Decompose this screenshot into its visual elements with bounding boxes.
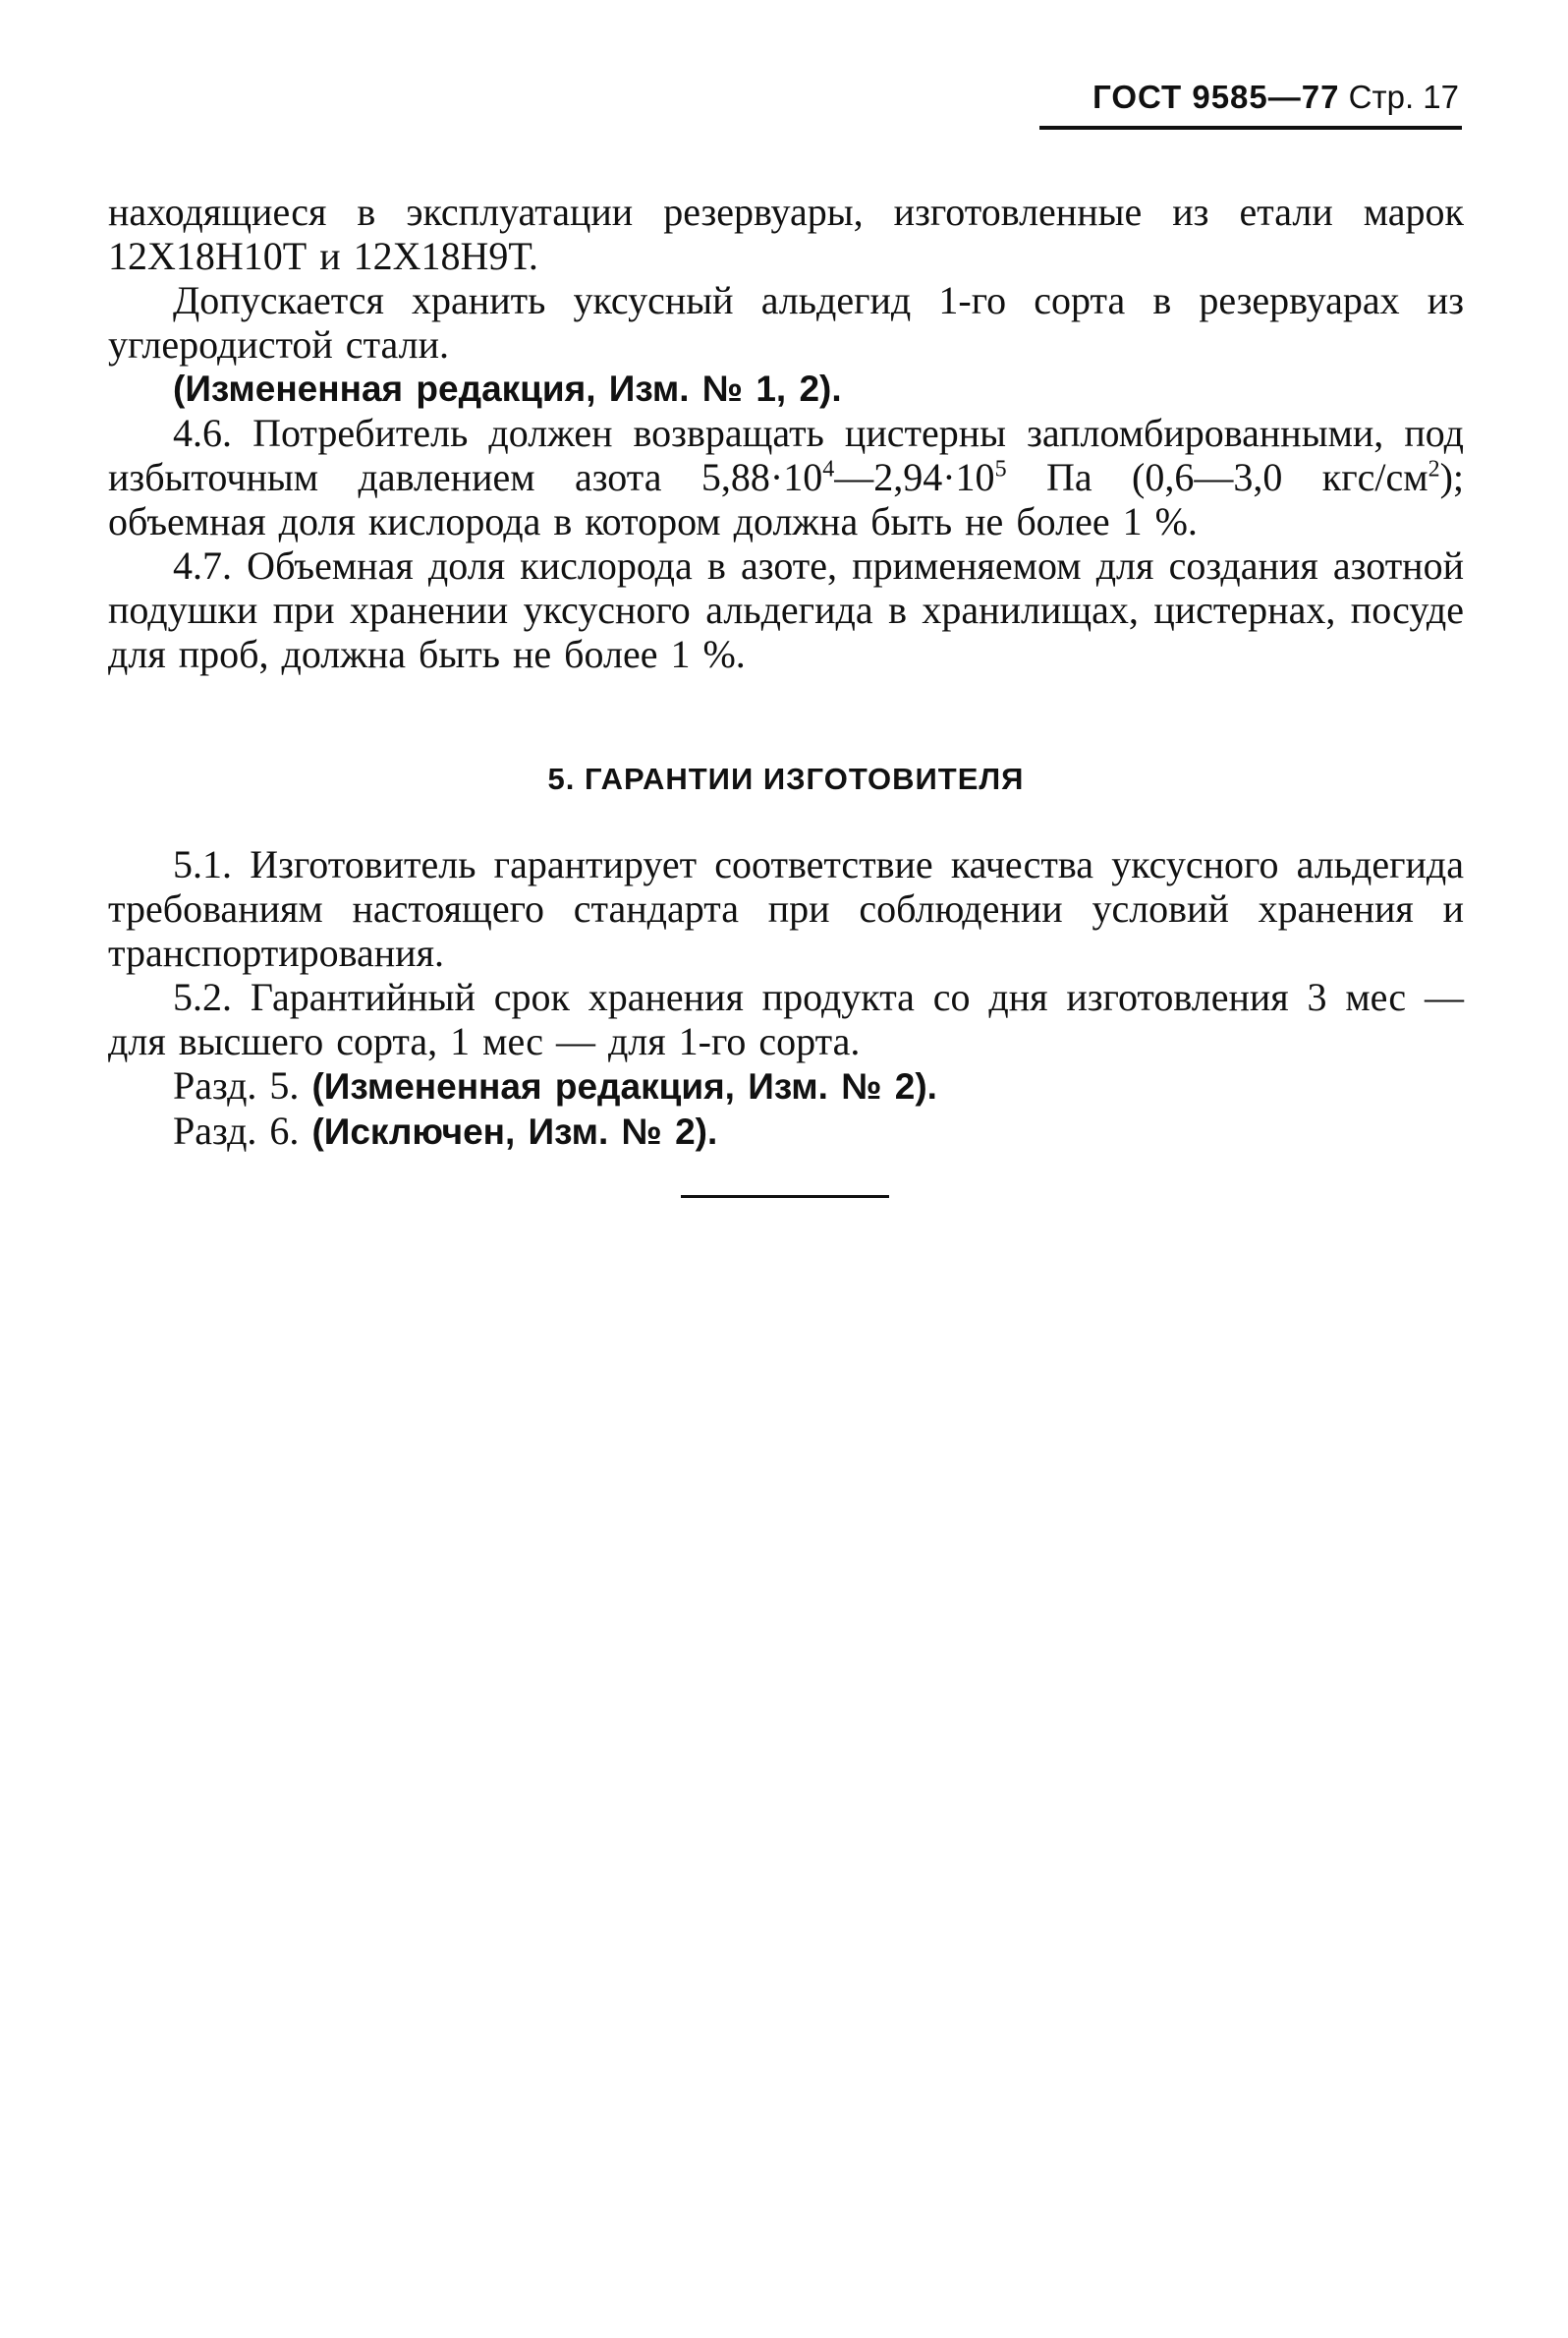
paragraph-5-2: 5.2. Гарантийный срок хранения продукта со дня изготовления 3 мес — для высшего сорта, 1 мес — для 1-го сорта. [108, 975, 1464, 1063]
header-divider [1039, 126, 1462, 130]
section-5-text [108, 842, 1464, 1154]
paragraph-5-1: 5.1. Изготовитель гарантирует соответствие качества уксусного альдегида требованиям настоящего стандарта при соблюдении условий хранения и транспортирования. [108, 842, 1464, 975]
end-divider [681, 1195, 889, 1198]
paragraph-tanks: находящиеся в эксплуатации резервуары, изготовленные из етали марок 12Х18Н10Т и 12Х18Н9Т. [108, 190, 1464, 278]
section-5-title: 5. ГАРАНТИИ ИЗГОТОВИТЕЛЯ [547, 762, 1025, 796]
page-header [1036, 79, 1459, 116]
paragraph-carbon-steel: Допускается хранить уксусный альдегид 1-го сорта в резервуарах из углеродистой стали. [108, 278, 1464, 367]
page-number: Стр. 17 [1348, 79, 1459, 115]
paragraph-4-7: 4.7. Объемная доля кислорода в азоте, применяемом для создания азотной подушки при хранении уксусного альдегида в хранилищах, цистернах, посуде для проб, должна быть не более 1 %. [108, 543, 1464, 676]
paragraph-4-6: 4.6. Потребитель должен возвращать цистерны запломбированными, под избыточным давлением азота $5,88\cdot 10^4—2,94\cdot 10^5$ Па (0,6—3,0 кгс/$см^2$); объемная доля кислорода в котором должна быть не более 1 %. [108, 411, 1464, 543]
standard-number: ГОСТ 9585—77 [1092, 79, 1340, 115]
section-6-excluded: Разд. 6. (Исключен, Изм. № 2). [173, 1109, 718, 1153]
section-5-amendment: Разд. 5. (Измененная редакция, Изм. № 2). [173, 1063, 937, 1108]
amendment-note-1-2: (Измененная редакция, Изм. № 1, 2). [173, 369, 842, 409]
section-4-text [108, 190, 1464, 676]
